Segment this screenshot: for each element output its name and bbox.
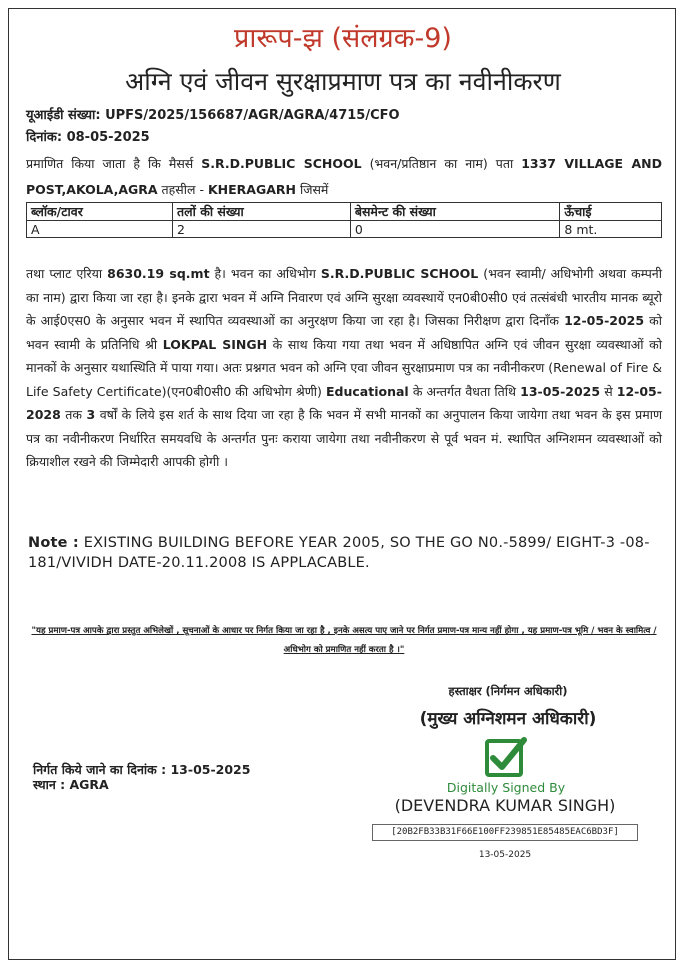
digitally-signed-text: Digitally Signed By [446, 780, 566, 795]
validity-years: 3 [86, 407, 96, 422]
representative-name: LOKPAL SINGH [162, 336, 268, 352]
intro-text-2: (भवन/प्रतिष्ठान का नाम) पता [369, 156, 514, 171]
intro-paragraph [26, 151, 662, 203]
body-text-2: है। भवन का अधिभोग [214, 266, 316, 281]
body-text-1: तथा प्लाट एरिया [26, 266, 103, 281]
officer-designation: (मुख्य अग्निशमन अधिकारी) [419, 709, 597, 729]
tehsil: KHERAGARH [207, 182, 296, 197]
cell-floors: 2 [173, 221, 351, 238]
date-label: दिनांक: [26, 130, 63, 145]
address: 1337 VILLAGE AND POST,AKOLA,AGRA [26, 156, 662, 197]
col-floors: तलों की संख्या [173, 203, 351, 221]
signature-date: 13-05-2025 [478, 850, 532, 860]
valid-from-date: 13-05-2025 [520, 383, 601, 399]
inspection-date: 12-05-2025 [564, 313, 645, 328]
date-value: 08-05-2025 [66, 130, 150, 145]
issue-place-label: स्थान : [33, 777, 66, 792]
form-title: प्रारूप-झ (संलग्रक-9) [234, 23, 452, 54]
firm-name: S.R.D.PUBLIC SCHOOL [201, 156, 362, 171]
body-text-6: के अन्तर्गत वैधता तिथि [412, 383, 517, 399]
col-height: ऊँचाई [560, 203, 662, 221]
valid-to-date: 12-05-2028 [26, 383, 662, 422]
occupancy-category: Educational [326, 383, 409, 399]
issue-details [33, 762, 250, 792]
body-text-7: से [604, 383, 613, 399]
body-text-9: वर्षों के लिये इस शर्त के साथ दिया जा रहा है कि भवन में सभी मानकों का अनुपालन किया जायेगा तथा भवन के इस प्रमाण पत्र का नवीनीकरण निर्धारित समयवधि के अन्तर्गत पुनः कराया जायेगा तथा नवीनीकरण से पूर्व भवन मं. स्थापित अग्निशमन व्यवस्थाओं को क्रियाशील रखने की जिम्मेदारी आपकी होगी । [26, 407, 662, 469]
col-basements: बेसमेन्ट की संख्या [350, 203, 560, 221]
body-text-4: को भवन स्वामी के प्रतिनिधि श्री [26, 313, 662, 352]
cell-basements: 0 [350, 221, 560, 238]
uid-label: यूआईडी संख्या: [26, 108, 101, 123]
certificate-title: अग्नि एवं जीवन सुरक्षाप्रमाण पत्र का नवीनीकरण [125, 67, 561, 96]
issue-place-value: AGRA [69, 777, 109, 792]
signature-hash: [20B2FB33B31F66E100FF239851E85485EAC6BD3F] [372, 824, 638, 841]
body-text-5: के साथ किया गया तथा भवन में अधिष्ठापित अग्नि एवं जीवन सुरक्षा व्यवस्थाओं को मानकों के अनुसार यथास्थिति में पाया गया। अतः प्रश्नगत भवन को अग्नि एवा जीवन सुरक्षाप्रमाण पत्र का नवीनीकरण (Renewal of Fire & Life Safety Certificate)(एन0बी0सी0 की अधिभोग श्रेणी) [26, 336, 662, 399]
occupier-name: S.R.D.PUBLIC SCHOOL [320, 266, 479, 281]
intro-text-3: तहसील - [161, 182, 204, 197]
table-row [27, 221, 662, 238]
body-text-8: तक [65, 407, 83, 422]
issue-date-line [33, 762, 250, 777]
note-label: Note : [28, 535, 79, 551]
note [28, 533, 664, 573]
body-text-3: (भवन स्वामी/ अधिभोगी अथवा कम्पनी का नाम) द्वारा किया जा रहा है। इनके द्वारा भवन में अग्नि निवारण एवं अग्नि सुरक्षा व्यवस्थायें एन0बी0सी0 एवं तत्संबंधी भारतीय मानक ब्यूरो के आई0एस0 के अनुसार भवन में स्थापित व्यवस्थाओं का अनुरक्षण किया जा रहा है। जिसका निरीक्षण द्वारा दिनाँक [26, 266, 662, 328]
cell-height: 8 mt. [560, 221, 662, 238]
uid-line [26, 105, 400, 123]
plot-area: 8630.19 sq.mt [107, 266, 210, 281]
table-header-row [27, 203, 662, 221]
note-text: EXISTING BUILDING BEFORE YEAR 2005, SO THE GO N0.-5899/ EIGHT-3 -08- 181/VIVIDH DATE-20.11.2008 IS APPLACABLE. [28, 535, 650, 571]
signer-name: (DEVENDRA KUMAR SINGH) [394, 796, 616, 815]
check-icon [484, 736, 528, 778]
date-line [26, 127, 150, 145]
issue-place-line [33, 777, 250, 792]
body-paragraph [26, 262, 662, 474]
intro-text-1: प्रमाणित किया जाता है कि मैसर्स [26, 156, 194, 171]
cell-block: A [27, 221, 173, 238]
building-table [26, 202, 662, 238]
intro-text-4: जिसमें [299, 182, 329, 197]
issue-date-label: निर्गत किये जाने का दिनांक : [33, 762, 167, 777]
disclaimer: "यह प्रमाण-पत्र आपके द्वारा प्रस्तुत अभिलेखों , सूचनाओं के आधार पर निर्गत किया जा रहा है , इनके असत्य पाए जाने पर निर्गत प्रमाण-पत्र मान्य नहीं होगा , यह प्रमाण-पत्र भूमि / भवन के स्वामित्व / अधिभोग को प्रमाणित नहीं करता है ।" [31, 626, 657, 655]
uid-value: UPFS/2025/156687/AGR/AGRA/4715/CFO [105, 108, 400, 123]
col-block: ब्लॉक/टावर [27, 203, 173, 221]
signature-label: हस्ताक्षर (निर्गमन अधिकारी) [448, 684, 568, 698]
issue-date-value: 13-05-2025 [170, 762, 251, 777]
